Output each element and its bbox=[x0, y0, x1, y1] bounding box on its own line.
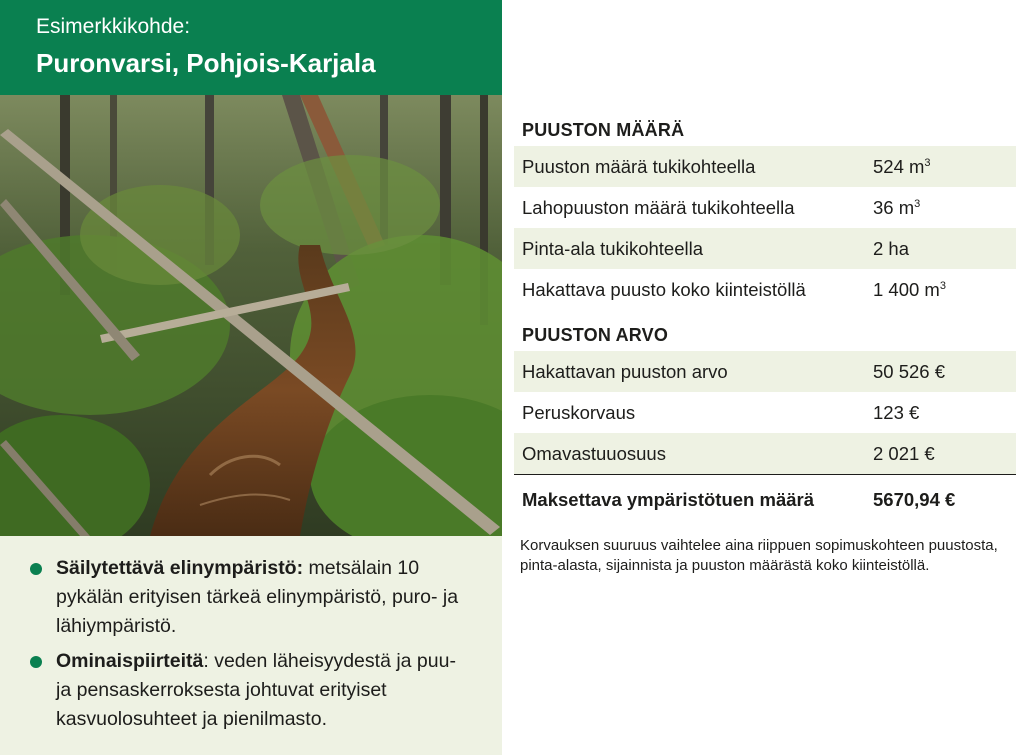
volume-table bbox=[514, 146, 1016, 310]
table-row bbox=[514, 433, 1016, 474]
row-value: 123 € bbox=[873, 401, 920, 423]
note-text: metsälain 10 pykälän erityisen tärkeä elinympäristö, puro- ja lähiympäristö. bbox=[56, 557, 459, 637]
forest-stream-illustration bbox=[0, 95, 502, 536]
table-row bbox=[514, 146, 1016, 187]
total-value: 5670,94 € bbox=[873, 488, 956, 510]
value-table bbox=[514, 351, 1016, 474]
row-value: 36 $m^3$ bbox=[873, 196, 921, 218]
bullet-dot-icon bbox=[30, 563, 42, 575]
row-label: Peruskorvaus bbox=[522, 401, 636, 423]
site-title: Puronvarsi, Pohjois-Karjala bbox=[36, 48, 376, 78]
left-column bbox=[0, 0, 502, 755]
forest-stream-photo bbox=[0, 95, 502, 536]
row-label: Puuston määrä tukikohteella bbox=[522, 155, 756, 177]
right-column bbox=[514, 0, 1016, 755]
section-heading-value: PUUSTON ARVO bbox=[522, 325, 669, 345]
table-row bbox=[514, 187, 1016, 228]
total-label: Maksettava ympäristötuen määrä bbox=[522, 488, 815, 510]
footnote: Korvauksen suuruus vaihtelee aina riippuen sopimuskohteen puustosta, pinta-alasta, sijainnista ja puuston määrästä koko kiinteistöllä. bbox=[520, 537, 998, 574]
header-kicker: Esimerkkikohde: bbox=[36, 15, 191, 38]
row-value: 2 ha bbox=[873, 237, 910, 259]
bullet-dot-icon bbox=[30, 656, 42, 668]
table-row bbox=[514, 351, 1016, 392]
row-label: Pinta-ala tukikohteella bbox=[522, 237, 703, 259]
table-row bbox=[514, 392, 1016, 433]
note-bold: Säilytettävä elinympäristö: bbox=[56, 557, 304, 579]
note-item-features bbox=[30, 647, 472, 734]
row-value: 50 526 € bbox=[873, 360, 946, 382]
row-label: Omavastuuosuus bbox=[522, 442, 666, 464]
row-label: Lahopuuston määrä tukikohteella bbox=[522, 196, 795, 218]
note-text: : veden läheisyydestä ja puu- ja pensaskerroksesta johtuvat erityiset kasvuolosuhteet ja pienilmasto. bbox=[56, 650, 456, 730]
row-value: 1 400 $m^3$ bbox=[873, 278, 946, 300]
total-row bbox=[514, 474, 1016, 524]
row-label: Hakattavan puuston arvo bbox=[522, 360, 728, 382]
habitat-notes bbox=[0, 536, 502, 755]
site-header bbox=[0, 0, 502, 95]
row-label: Hakattava puusto koko kiinteistöllä bbox=[522, 278, 806, 300]
row-value: 524 $m^3$ bbox=[873, 155, 931, 177]
note-item-habitat bbox=[30, 554, 472, 641]
table-row bbox=[514, 228, 1016, 269]
note-bold: Ominaispiirteitä bbox=[56, 650, 204, 672]
section-heading-volume: PUUSTON MÄÄRÄ bbox=[522, 120, 685, 140]
table-row bbox=[514, 269, 1016, 310]
row-value: 2 021 € bbox=[873, 442, 935, 464]
